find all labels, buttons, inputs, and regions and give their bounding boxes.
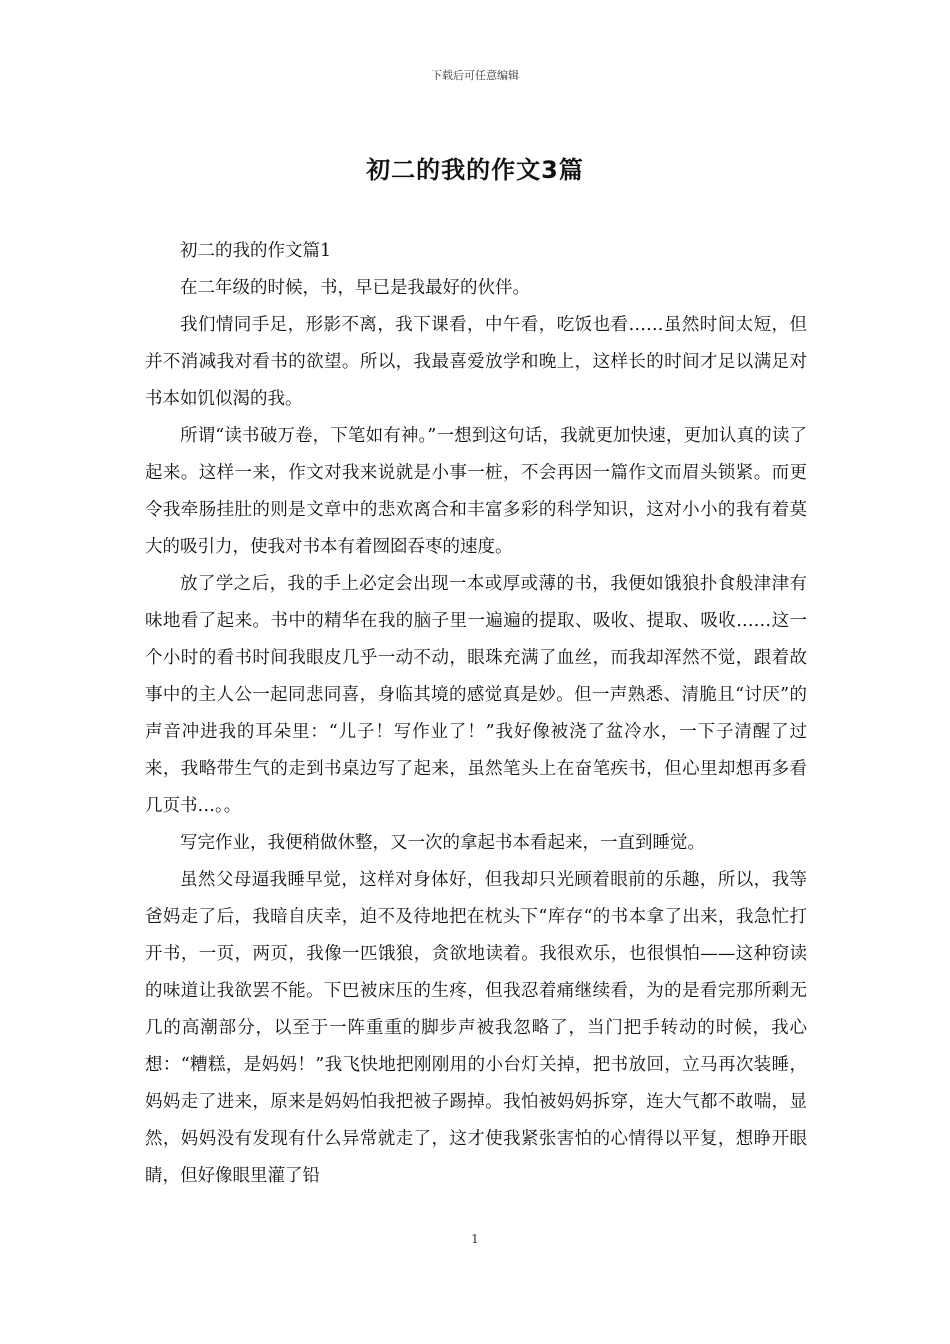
paragraph: 我们情同手足，形影不离，我下课看，中午看，吃饭也看……虽然时间太短，但并不消减我对看书的欲望。所以，我最喜爱放学和晚上，这样长的时间才足以满足对书本如饥似渴的我。 (145, 315, 807, 409)
document-body (145, 233, 807, 1195)
page-number: 1 (471, 1232, 479, 1246)
paragraph: 写完作业，我便稍做休整，又一次的拿起书本看起来，一直到睡觉。 (180, 833, 705, 853)
paragraph: 放了学之后，我的手上必定会出现一本或厚或薄的书，我便如饿狼扑食般津津有味地看了起来。书中的精华在我的脑子里一遍遍的提取、吸收、提取、吸收……这一个小时的看书时间我眼皮几乎一动不动，眼珠充满了血丝，而我却浑然不觉，跟着故事中的主人公一起同悲同喜，身临其境的感觉真是妙。但一声熟悉、清脆且“讨厌”的声音冲进我的耳朵里：“儿子！写作业了！”我好像被浇了盆冷水，一下子清醒了过来，我略带生气的走到书桌边写了起来，虽然笔头上在奋笔疾书，但心里却想再多看几页书…。。 (145, 574, 807, 816)
document-title: 初二的我的作文3篇 (366, 156, 584, 184)
paragraph: 所谓“读书破万卷，下笔如有神。”一想到这句话，我就更加快速，更加认真的读了起来。这样一来，作文对我来说就是小事一桩，不会再因一篇作文而眉头锁紧。而更令我牵肠挂肚的则是文章中的悲欢离合和丰富多彩的科学知识，这对小小的我有着莫大的吸引力，使我对书本有着囫囵吞枣的速度。 (145, 426, 807, 557)
header-note: 下载后可任意编辑 (431, 69, 519, 82)
paragraph: 在二年级的时候，书，早已是我最好的伙伴。 (180, 278, 530, 298)
section-heading: 初二的我的作文篇1 (180, 241, 332, 261)
paragraph: 虽然父母逼我睡早觉，这样对身体好，但我却只光顾着眼前的乐趣，所以，我等爸妈走了后，我暗自庆幸，迫不及待地把在枕头下“库存“的书本拿了出来，我急忙打开书，一页，两页，我像一匹饿狼，贪欲地读着。我很欢乐，也很惧怕——这种窃读的味道让我欲罢不能。下巴被床压的生疼，但我忍着痛继续看，为的是看完那所剩无几的高潮部分，以至于一阵重重的脚步声被我忽略了，当门把手转动的时候，我心想：“糟糕，是妈妈！”我飞快地把刚刚用的小台灯关掉，把书放回，立马再次装睡，妈妈走了进来，原来是妈妈怕我把被子踢掉。我怕被妈妈拆穿，连大气都不敢喘，显然，妈妈没有发现有什么异常就走了，这才使我紧张害怕的心情得以平复，想睁开眼睛，但好像眼里灌了铅 (145, 870, 807, 1186)
